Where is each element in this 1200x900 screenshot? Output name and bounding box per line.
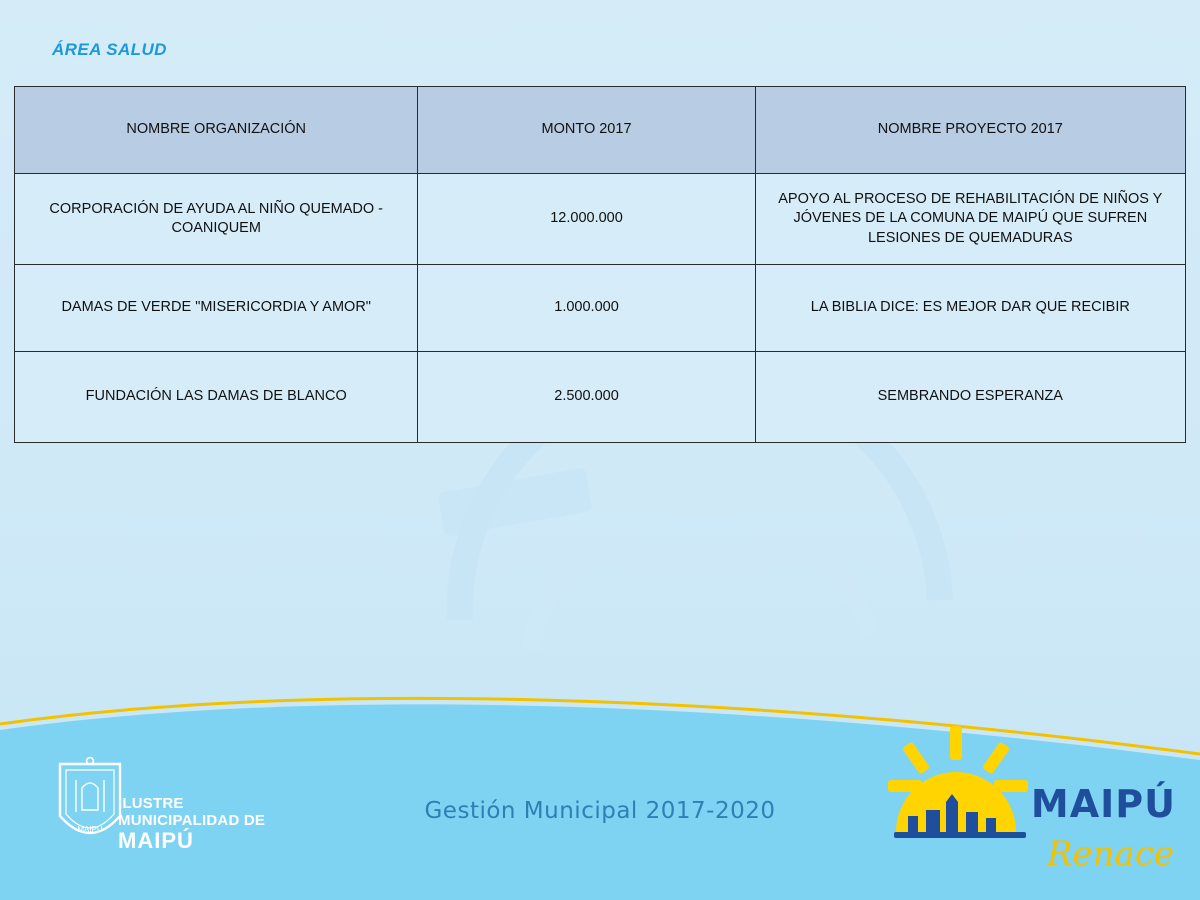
column-header-monto: MONTO 2017 (418, 87, 755, 174)
cell-monto: 2.500.000 (418, 352, 755, 443)
table-row (15, 174, 1186, 265)
footer-center-text: Gestión Municipal 2017-2020 (424, 798, 776, 824)
table-header-row (15, 87, 1186, 174)
page-title: ÁREA SALUD (52, 40, 167, 59)
column-header-proyecto: NOMBRE PROYECTO 2017 (755, 87, 1185, 174)
cell-proyecto: APOYO AL PROCESO DE REHABILITACIÓN DE NIÑOS Y JÓVENES DE LA COMUNA DE MAIPÚ QUE SUFREN LESIONES DE QUEMADURAS (755, 174, 1185, 265)
cell-proyecto: SEMBRANDO ESPERANZA (755, 352, 1185, 443)
cell-organizacion: FUNDACIÓN LAS DAMAS DE BLANCO (15, 352, 418, 443)
brand-name: MAIPÚ (1030, 782, 1176, 826)
grants-table (14, 86, 1186, 443)
cell-proyecto: LA BIBLIA DICE: ES MEJOR DAR QUE RECIBIR (755, 265, 1185, 352)
cell-monto: 1.000.000 (418, 265, 755, 352)
cell-organizacion: DAMAS DE VERDE "MISERICORDIA Y AMOR" (15, 265, 418, 352)
crest-line-3: MAIPÚ (118, 828, 194, 854)
table-row (15, 352, 1186, 443)
table-body (15, 174, 1186, 443)
crest-line-2: MUNICIPALIDAD DE (118, 811, 266, 829)
cell-organizacion: CORPORACIÓN DE AYUDA AL NIÑO QUEMADO - COANIQUEM (15, 174, 418, 265)
crest-line-1: ILUSTRE (118, 794, 184, 812)
grants-table-container (14, 86, 1186, 443)
table-header (15, 87, 1186, 174)
cell-monto: 12.000.000 (418, 174, 755, 265)
column-header-organizacion: NOMBRE ORGANIZACIÓN (15, 87, 418, 174)
brand-subtitle: Renace (1046, 834, 1174, 874)
table-row (15, 265, 1186, 352)
svg-text:MAIPÚ: MAIPÚ (77, 825, 103, 834)
